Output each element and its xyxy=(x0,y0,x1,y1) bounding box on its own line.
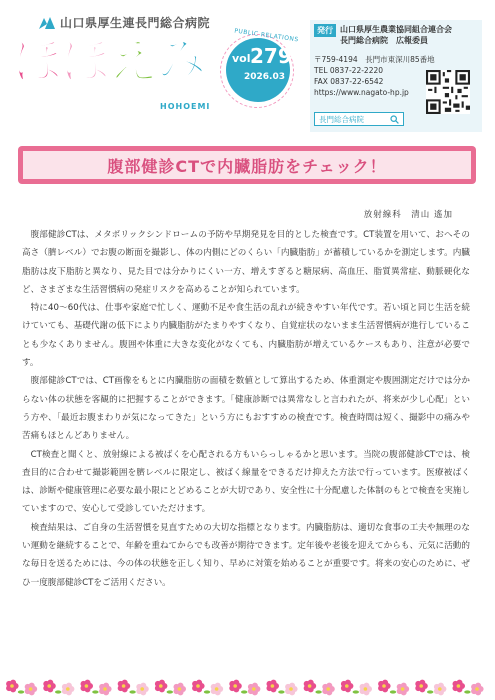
article-body xyxy=(22,226,470,592)
publisher-contact xyxy=(314,54,435,98)
title-romaji: HOHOEMI xyxy=(160,102,211,111)
search-icon xyxy=(390,115,399,124)
flower-border xyxy=(0,676,495,700)
publisher-box xyxy=(310,20,482,132)
publisher-tag: 発行 xyxy=(314,24,336,37)
vol-number: 279 xyxy=(250,44,292,68)
publisher-fax: FAX 0837-22-6542 xyxy=(314,77,384,86)
flower-icon xyxy=(415,680,433,694)
flower-icon xyxy=(80,680,98,694)
article-author: 放射線科 清山 遙加 xyxy=(363,210,453,220)
article-paragraph-2: 特に40〜60代は、仕事や家庭で忙しく、運動不足や食生活の乱れが続きやすい年代です。若い頃と同じ生活を続けていても、基礎代謝の低下により内臓脂肪がたまりやすくなり、自覚症状のないまま生活習慣病が進行していることも少なくありません。腹囲や体重に大きな変化がなくても、内臓脂肪が増えているケースもあり、注意が必要です。 xyxy=(22,303,470,369)
flower-icon xyxy=(378,680,396,694)
hospital-brand xyxy=(38,14,210,31)
flower-icon xyxy=(471,683,484,696)
flower-icon xyxy=(155,680,173,694)
flower-icon xyxy=(136,683,149,696)
leaf-icon xyxy=(278,690,284,693)
volume-badge xyxy=(226,27,300,102)
flower-icon xyxy=(173,683,186,696)
flower-icon xyxy=(229,680,247,694)
qr-code-icon[interactable] xyxy=(426,70,470,114)
ja-logo-icon xyxy=(38,16,56,30)
leaf-icon xyxy=(92,690,98,693)
flower-icon xyxy=(322,683,335,696)
flower-icon xyxy=(434,683,447,696)
vol-label: vol. xyxy=(232,52,255,65)
flower-icon xyxy=(285,683,298,696)
leaf-icon xyxy=(241,690,247,693)
leaf-icon xyxy=(315,690,321,693)
leaf-icon xyxy=(204,690,210,693)
leaf-icon xyxy=(390,690,396,693)
article-paragraph-4: CT検査と聞くと、放射線による被ばくを心配される方もいらっしゃるかと思います。当院の腹部健診CTでは、検査目的に合わせて撮影範囲を臍レベルに限定し、被ばく線量をできるだけ抑えた方法で行っています。医療被ばくは、診断や健康管理に必要な最小限にとどめることが大切であり、安全性に十分配慮した体制のもとで検査を実施していますので、安心して受診していただけます。 xyxy=(22,449,470,515)
leaf-icon xyxy=(18,690,24,693)
newsletter-header xyxy=(0,0,495,138)
article-paragraph-3: 腹部健診CTでは、CT画像をもとに内臓脂肪の面積を数値として算出するため、体重測定や腹囲測定だけでは分からない体の状態を客観的に把握することができます。「健康診断では異常なしと言われたが、将来が少し心配」という方や、「最近お腹まわりが気になってきた」という方にもおすすめの検査です。検査時間は短く、撮影中の痛みや苦痛もほとんどありません。 xyxy=(22,376,470,442)
leaf-icon xyxy=(129,690,135,693)
leaf-icon xyxy=(464,690,470,693)
title-char-2: ほ xyxy=(60,32,108,90)
flower-icon xyxy=(25,683,38,696)
flower-icon xyxy=(6,680,24,694)
article-paragraph-5: 検査結果は、ご自身の生活習慣を見直すための大切な指標となります。内臓脂肪は、適切な食事の工夫や無理のない運動を継続することで、年齢を重ねてからでも改善が期待できます。定年後や老後を迎えてからも、元気に活動的な毎日を送るためには、今の体の状態を正しく知り、早めに対策を始めることが重要です。将来の安心のために、ぜひ一度腹部健診CTをご活用ください。 xyxy=(22,522,470,588)
leaf-icon xyxy=(353,690,359,693)
leaf-icon xyxy=(167,690,173,693)
publisher-org-line1: 山口県厚生農業協同組合連合会 xyxy=(340,25,452,34)
issue-date: 2026.03 xyxy=(244,72,285,82)
publisher-address: 〒759-4194 長門市東深川85番地 xyxy=(314,55,435,64)
flower-icon xyxy=(266,680,284,694)
flower-icon xyxy=(211,683,224,696)
title-char-3: え xyxy=(108,32,156,90)
publisher-org-line2: 長門総合病院 広報委員 xyxy=(340,36,428,45)
title-char-4: み xyxy=(156,32,204,90)
flower-icon xyxy=(359,683,372,696)
article-title: 腹部健診CTで内臓脂肪をチェック！ xyxy=(107,156,387,176)
flower-icon xyxy=(99,683,112,696)
publisher-url[interactable]: https://www.nagato-hp.jp xyxy=(314,88,409,97)
flower-icon xyxy=(62,683,75,696)
flower-icon xyxy=(192,680,210,694)
hospital-search-button[interactable] xyxy=(314,112,404,126)
article-title-bar xyxy=(18,146,476,184)
leaf-icon xyxy=(427,690,433,693)
flower-icon xyxy=(118,680,136,694)
article-paragraph-1: 腹部健診CTは、メタボリックシンドロームの予防や早期発見を目的とした検査です。CT装置を用いて、おへその高さ（臍レベル）でお腹の断面を撮影し、体の内側にどのくらい「内臓脂肪」が蓄積しているかを測定します。内臓脂肪は皮下脂肪と異なり、見た目では分かりにくい一方、増えすぎると糖尿病、高血圧、脂質異常症、動脈硬化など、さまざまな生活習慣病の発症リスクを高めることが知られています。 xyxy=(22,230,470,295)
title-char-1: ほ xyxy=(12,32,60,90)
leaf-icon xyxy=(55,690,61,693)
flower-icon xyxy=(43,680,61,694)
flower-icon xyxy=(397,683,410,696)
publisher-tel: TEL 0837-22-2220 xyxy=(314,66,384,75)
publisher-heading xyxy=(314,24,452,46)
flower-icon xyxy=(304,680,322,694)
hospital-name: 山口県厚生連長門総合病院 xyxy=(60,16,211,30)
public-relations-label: PUBLIC RELATIONS xyxy=(233,27,300,44)
flower-icon xyxy=(248,683,261,696)
article-title-panel xyxy=(23,151,471,179)
newsletter-title xyxy=(12,32,204,90)
flower-icon xyxy=(452,680,470,694)
publisher-org xyxy=(340,24,452,46)
flower-icon xyxy=(341,680,359,694)
search-label: 長門総合病院 xyxy=(319,114,364,124)
